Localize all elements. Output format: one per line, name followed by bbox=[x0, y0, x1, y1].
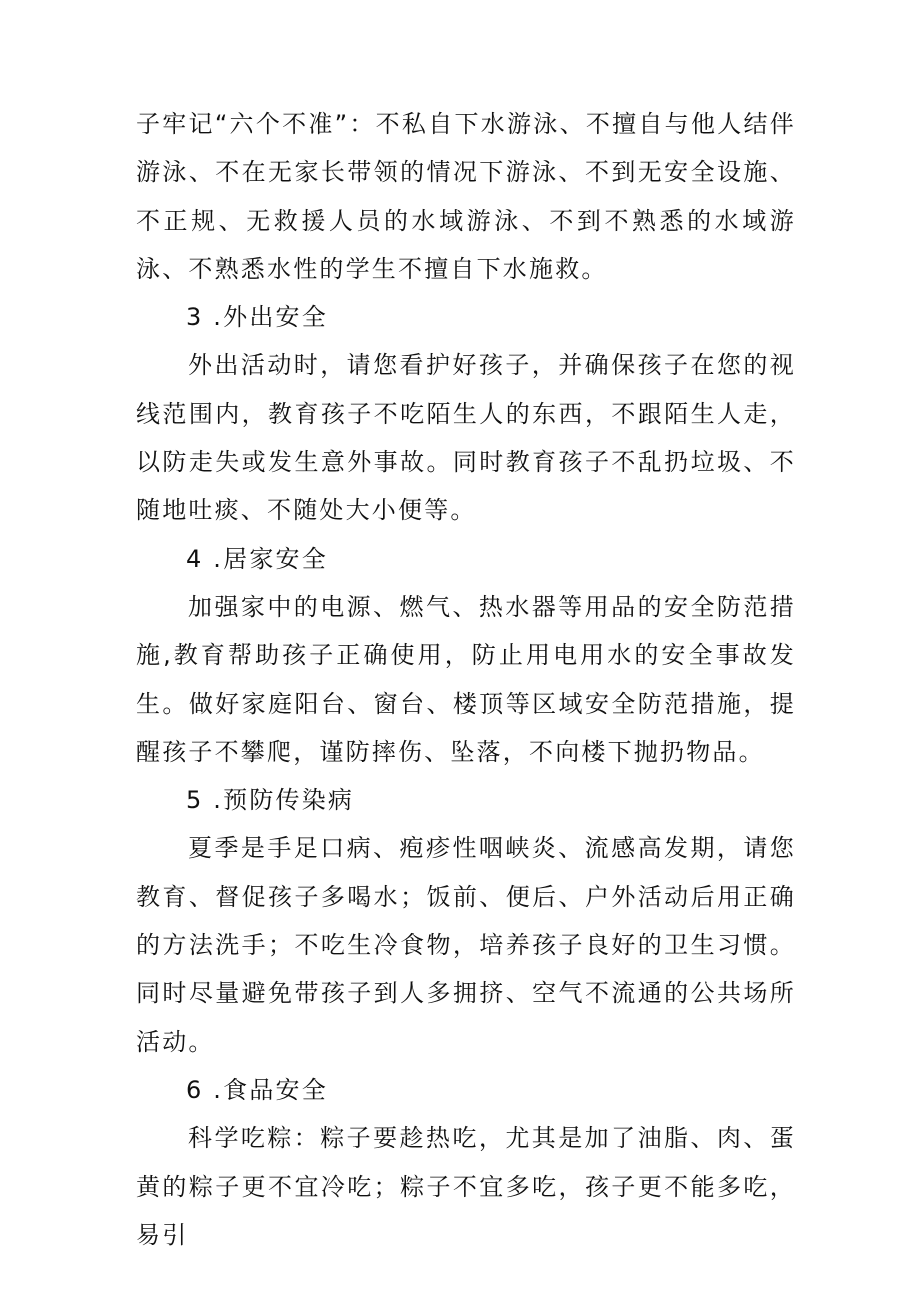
paragraph-swimming-rules: 子牢记“六个不准”：不私自下水游泳、不擅自与他人结伴游泳、不在无家长带领的情况下游泳、不到无安全设施、不正规、无救援人员的水域游泳、不到不熟悉的水域游泳、不熟悉水性的学生不擅自下水施救。 bbox=[136, 110, 796, 283]
paragraph-outing-safety: 外出活动时，请您看护好孩子，并确保孩子在您的视线范围内，教育孩子不吃陌生人的东西，不跟陌生人走，以防走失或发生意外事故。同时教育孩子不乱扔垃圾、不随地吐痰、不随处大小便等。 bbox=[136, 351, 796, 525]
section-heading-outing-safety: 3 .外出安全 bbox=[186, 303, 328, 332]
section-heading-food-safety: 6 .食品安全 bbox=[186, 1075, 328, 1104]
document-body bbox=[136, 100, 796, 1259]
paragraph-home-safety: 加强家中的电源、燃气、热水器等用品的安全防范措施,教育帮助孩子正确使用，防止用电用水的安全事故发生。做好家庭阳台、窗台、楼顶等区域安全防范措施，提醒孩子不攀爬，谨防摔伤、坠落，不向楼下抛扔物品。 bbox=[136, 592, 796, 766]
paragraph-food-safety: 科学吃粽：粽子要趁热吃，尤其是加了油脂、肉、蛋黄的粽子更不宜冷吃；粽子不宜多吃，孩子更不能多吃，易引 bbox=[136, 1124, 796, 1249]
paragraph-disease-prevention: 夏季是手足口病、疱疹性咽峡炎、流感高发期，请您教育、督促孩子多喝水；饭前、便后、户外活动后用正确的方法洗手；不吃生冷食物，培养孩子良好的卫生习惯。同时尽量避免带孩子到人多拥挤、空气不流通的公共场所活动。 bbox=[136, 834, 796, 1056]
section-heading-disease-prevention: 5 .预防传染病 bbox=[186, 786, 355, 815]
section-heading-home-safety: 4 .居家安全 bbox=[186, 544, 328, 573]
